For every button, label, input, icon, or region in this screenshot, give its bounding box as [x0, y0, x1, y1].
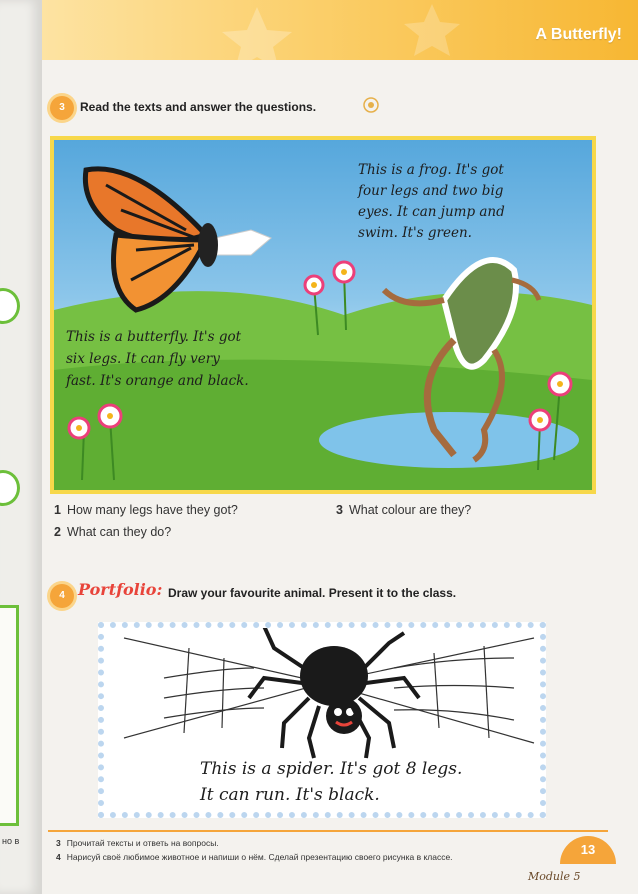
star-decoration-icon — [212, 2, 542, 60]
text-line: eyes. It can jump and — [358, 204, 505, 220]
header-bar — [42, 0, 638, 60]
footer-translation: 3 Прочитай тексты и ответь на вопросы. — [56, 838, 219, 848]
spider-description — [200, 756, 462, 808]
text-line: This is a spider. It's got 8 legs. — [200, 759, 463, 779]
ear-listen-icon — [362, 96, 380, 114]
illustration-scene — [50, 136, 596, 494]
text-line: It can run. It's black. — [200, 785, 380, 805]
question-text: What can they do? — [66, 525, 172, 539]
left-page-decoration — [0, 288, 20, 324]
question-text: What colour are they? — [348, 503, 472, 517]
left-page-decoration — [0, 470, 20, 506]
text-line: four legs and two big — [358, 183, 504, 199]
spider-icon — [249, 628, 419, 758]
portfolio-label: Portfolio: — [78, 580, 163, 599]
butterfly-icon — [76, 160, 276, 320]
task-number-badge: 4 — [50, 584, 74, 608]
frog-description — [358, 160, 505, 244]
text-line: six legs. It can fly very — [66, 351, 220, 367]
butterfly-description — [66, 326, 249, 392]
question-item — [54, 525, 171, 539]
question-item — [336, 503, 471, 517]
text-line: fast. It's orange and black. — [66, 373, 249, 389]
module-label: Module 5 — [528, 870, 581, 883]
question-number: 1 — [54, 503, 61, 517]
page-number-badge — [560, 836, 616, 864]
left-page-text: но в — [2, 836, 20, 846]
task-instruction: Read the texts and answer the questions. — [80, 100, 317, 114]
page-title: A Butterfly! — [535, 26, 622, 43]
text-line: This is a frog. It's got — [358, 162, 504, 178]
frog-icon — [374, 240, 544, 470]
question-number: 2 — [54, 525, 61, 539]
left-page-frame — [0, 605, 19, 826]
task-number-badge: 3 — [50, 96, 74, 120]
footer-translation: 4 Нарисуй своё любимое животное и напиши о нём. Сделай презентацию своего рисунка в классе. — [56, 852, 453, 862]
text-line: swim. It's green. — [358, 225, 472, 241]
question-text: How many legs have they got? — [66, 503, 238, 517]
page-number: 13 — [580, 842, 596, 857]
footer-divider — [48, 830, 608, 832]
question-item — [54, 503, 238, 517]
text-line: This is a butterfly. It's got — [66, 329, 242, 345]
task-instruction: Draw your favourite animal. Present it to the class. — [168, 586, 457, 600]
left-page-edge — [0, 0, 42, 894]
spider-drawing-frame — [98, 622, 546, 818]
question-number: 3 — [336, 503, 343, 517]
